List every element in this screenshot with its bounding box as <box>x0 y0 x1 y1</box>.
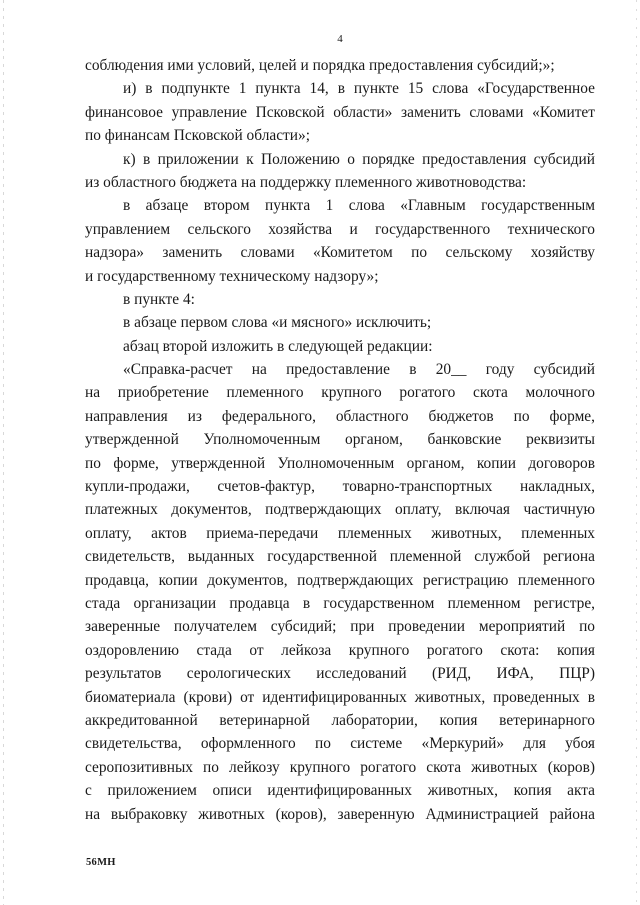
text-line: надзора» заменить словами «Комитетом по сельскому хозяйству <box>85 244 595 262</box>
text-line: из областного бюджета на поддержку племенного животноводства: <box>85 173 527 191</box>
text-line: абзац второй изложить в следующей редакции: <box>123 337 433 355</box>
text-line: финансовое управление Псковской области» заменить словами «Комитет <box>85 103 595 121</box>
text-line: результатов серологических исследований (РИД, ИФА, ПЦР) <box>85 665 595 683</box>
text-line: по финансам Псковской области»; <box>85 127 310 145</box>
text-line: в абзаце втором пункта 1 слова «Главным государственным <box>123 197 595 215</box>
text-line: управлением сельского хозяйства и государственного технического <box>85 220 595 238</box>
text-line: на выбраковку животных (коров), заверенную Администрацией района <box>85 805 595 823</box>
document-body <box>85 54 595 826</box>
text-line: в пункте 4: <box>123 290 195 308</box>
text-line: с приложением описи идентифицированных животных, копия акта <box>85 782 595 800</box>
text-line: свидетельства, оформленного по системе «Меркурий» для убоя <box>85 735 595 753</box>
text-line: утвержденной Уполномоченным органом, банковские реквизиты <box>85 431 595 449</box>
document-code: 56МН <box>86 857 116 868</box>
text-line: серопозитивных по лейкозу крупного рогатого скота животных (коров) <box>85 758 595 776</box>
scan-edge-right <box>636 0 637 905</box>
page-number: 4 <box>337 33 343 45</box>
text-line: продавца, копии документов, подтверждающих регистрацию племенного <box>85 571 595 589</box>
text-line: оздоровлению стада от лейкоза крупного рогатого скота: копия <box>85 641 595 659</box>
text-line: свидетельств, выданных государственной племенной службой региона <box>85 548 595 566</box>
text-line: платежных документов, подтверждающих оплату, включая частичную <box>85 501 595 519</box>
text-line: «Справка-расчет на предоставление в 20__ году субсидий <box>123 361 595 379</box>
text-line: по форме, утвержденной Уполномоченным органом, копии договоров <box>85 454 595 472</box>
scan-edge-left <box>3 0 4 905</box>
text-line: соблюдения ими условий, целей и порядка предоставления субсидий;»; <box>85 57 555 74</box>
text-line: заверенные получателем субсидий; при проведении мероприятий по <box>85 618 595 636</box>
text-line: и государственному техническому надзору»; <box>85 267 379 285</box>
text-line: аккредитованной ветеринарной лаборатории, копия ветеринарного <box>85 711 595 729</box>
text-line: стада организации продавца в государственном племенном регистре, <box>85 594 595 612</box>
text-line: на приобретение племенного крупного рогатого скота молочного <box>85 384 595 402</box>
text-line: оплату, актов приема-передачи племенных животных, племенных <box>85 524 595 542</box>
text-line: к) в приложении к Положению о порядке предоставления субсидий <box>123 150 595 168</box>
text-line: биоматериала (крови) от идентифицированных животных, проведенных в <box>85 688 595 706</box>
text-line: направления из федерального, областного бюджетов по форме, <box>85 407 595 425</box>
text-line: и) в подпункте 1 пункта 14, в пункте 15 слова «Государственное <box>123 80 595 98</box>
text-line: в абзаце первом слова «и мясного» исключить; <box>123 314 432 332</box>
text-line: купли-продажи, счетов-фактур, товарно-транспортных накладных, <box>85 478 595 496</box>
